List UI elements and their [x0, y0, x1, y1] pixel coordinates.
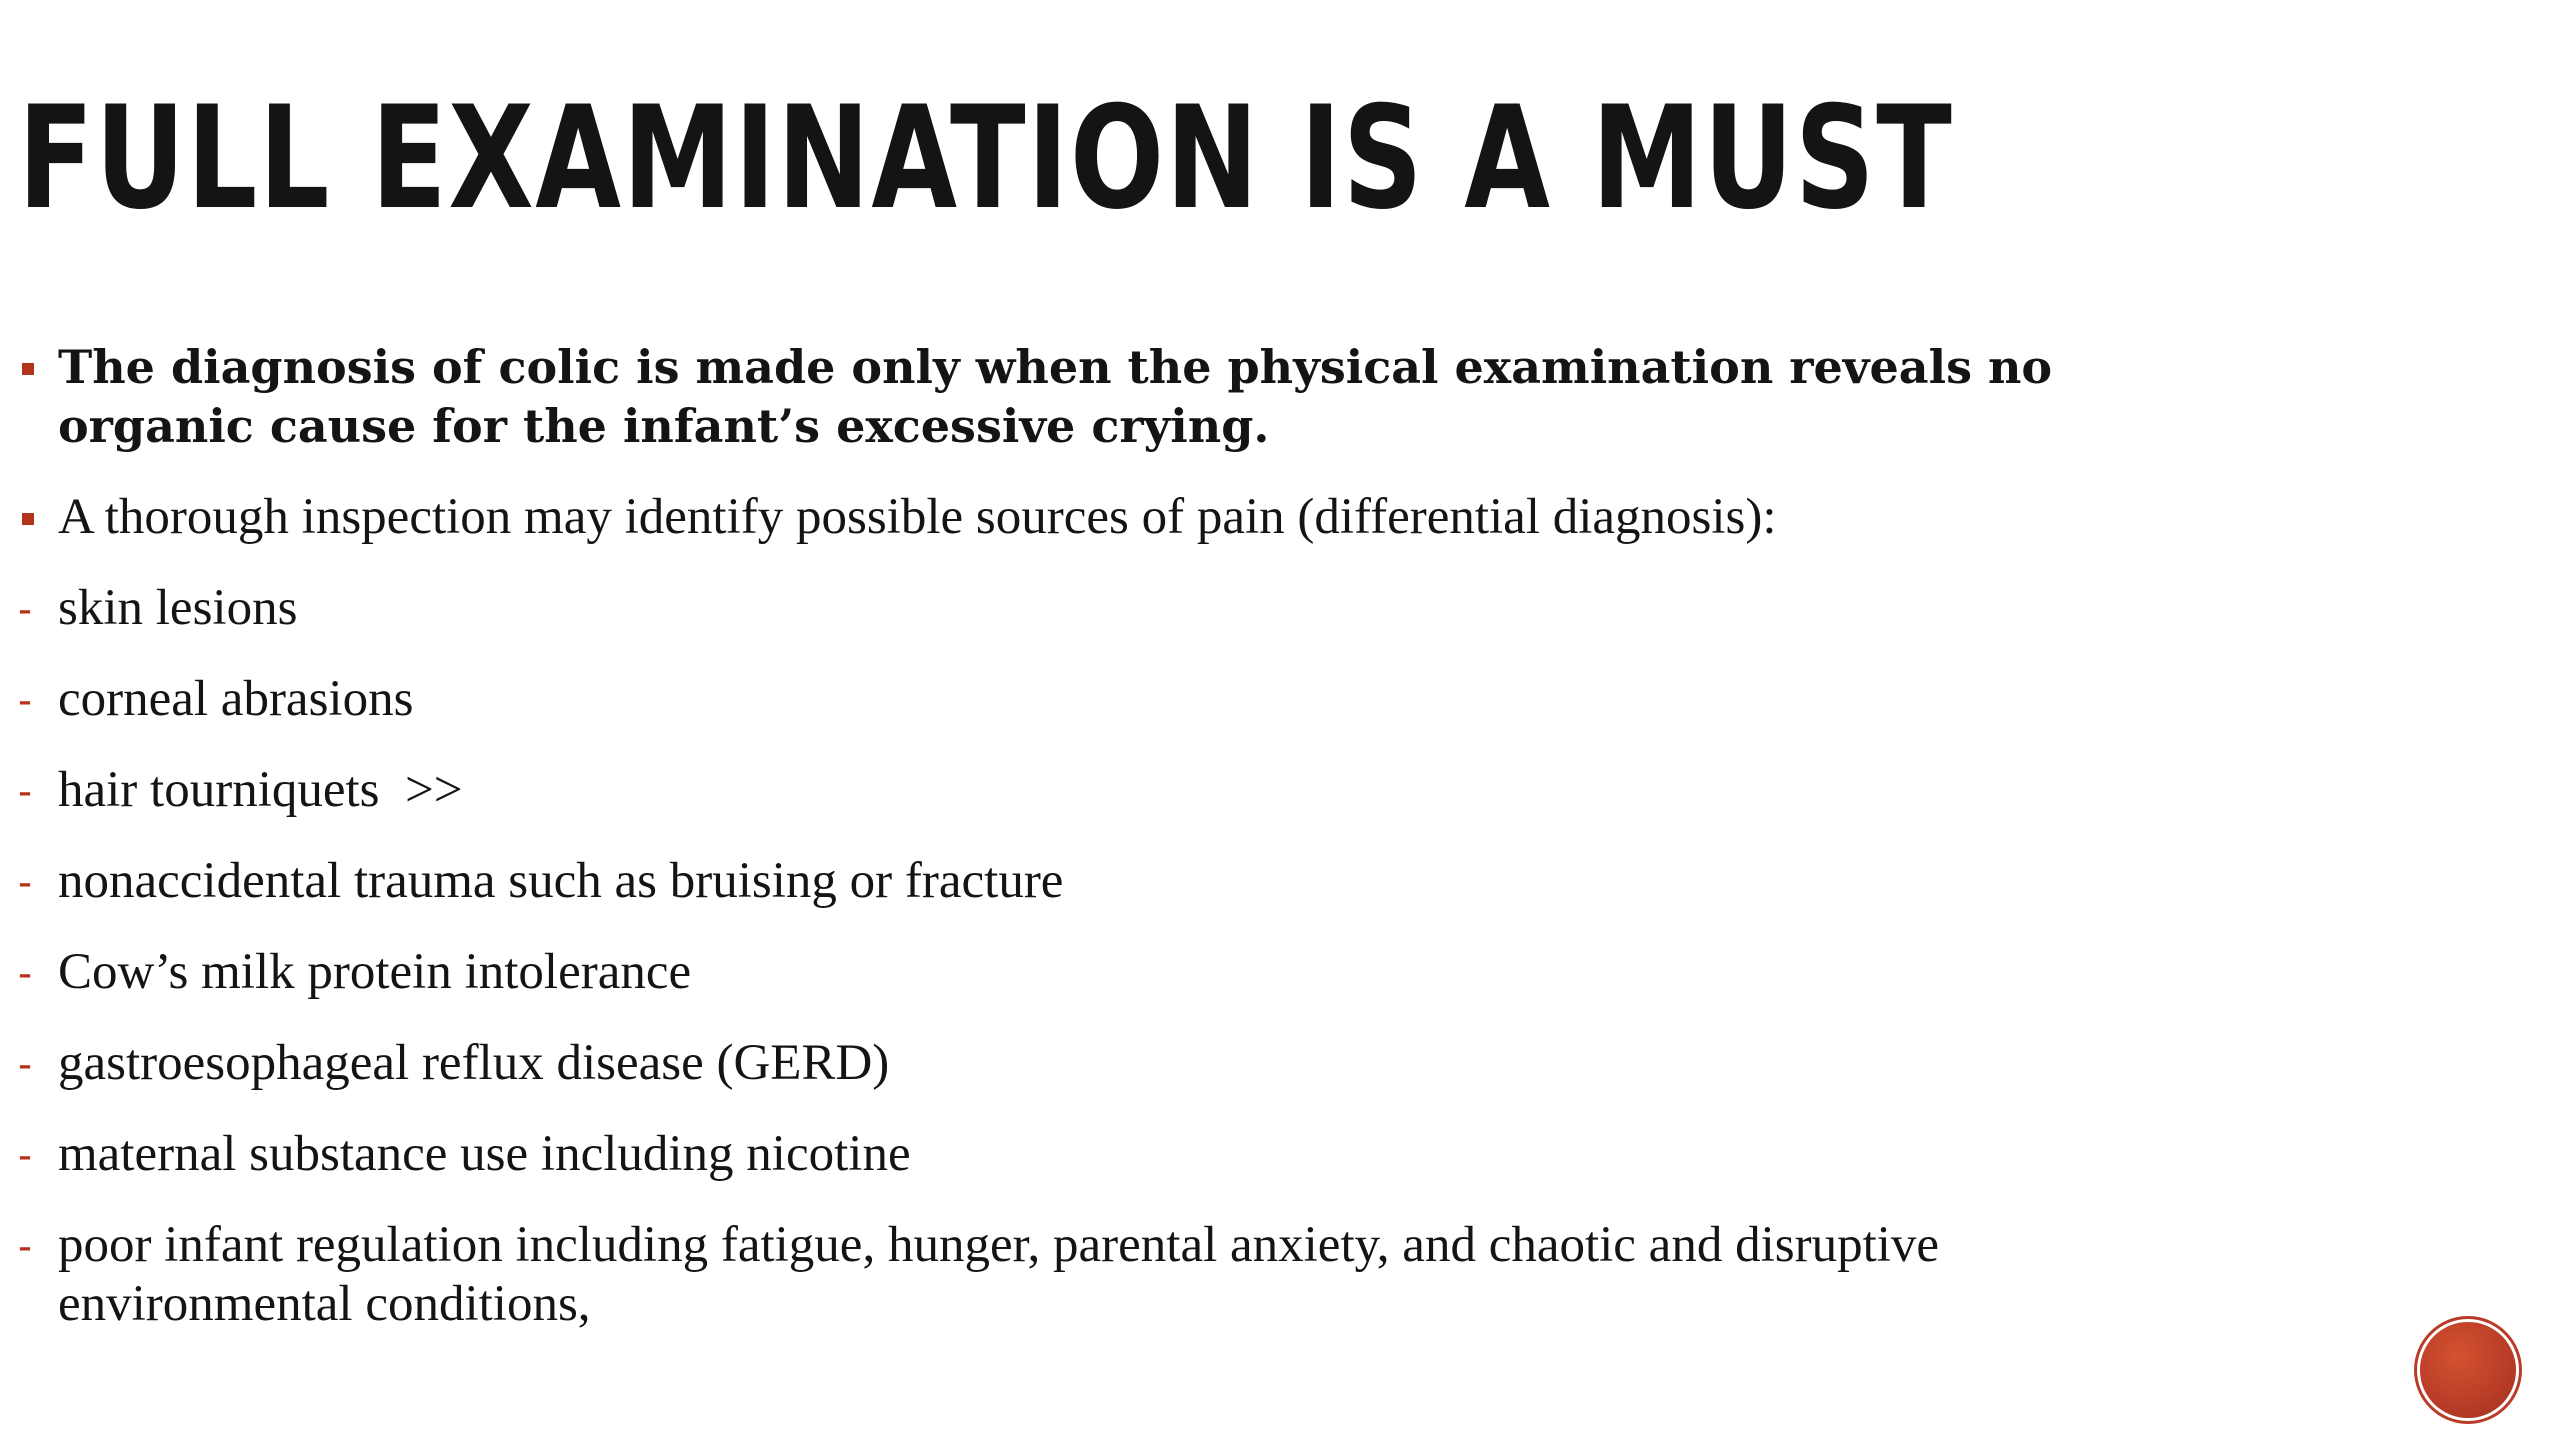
- bullet-text: The diagnosis of colic is made only when the physical examination reveals no organic cause for the infant’s excessive crying.: [58, 340, 2053, 453]
- sub-item-text: gastroesophageal reflux disease (GERD): [58, 1035, 890, 1091]
- sub-item-text: corneal abrasions: [58, 671, 414, 727]
- sub-item: [18, 670, 2168, 729]
- dash-bullet-icon: -: [18, 1131, 32, 1178]
- bullet-item: [18, 338, 2168, 456]
- sub-item: [18, 1125, 2168, 1184]
- sub-item: [18, 943, 2168, 1002]
- sub-item: [18, 852, 2168, 911]
- sub-item: [18, 1216, 2118, 1334]
- dash-bullet-icon: -: [18, 949, 32, 996]
- sub-item-text: poor infant regulation including fatigue, hunger, parental anxiety, and chaotic and disruptive environmental conditions,: [58, 1217, 1940, 1332]
- sub-item-text: maternal substance use including nicotine: [58, 1126, 911, 1182]
- sub-item-text: Cow’s milk protein intolerance: [58, 944, 692, 1000]
- sub-item-text: hair tourniquets >>: [58, 762, 463, 818]
- slide-title: FULL EXAMINATION IS A MUST: [18, 76, 1954, 241]
- sub-item: [18, 1034, 2168, 1093]
- square-bullet-icon: [22, 363, 34, 375]
- dash-bullet-icon: -: [18, 1222, 32, 1269]
- bullet-text: A thorough inspection may identify possible sources of pain (differential diagnosis):: [58, 489, 1777, 545]
- dash-bullet-icon: -: [18, 1040, 32, 1087]
- dash-bullet-icon: -: [18, 767, 32, 814]
- bullet-item: [18, 488, 2168, 547]
- sub-item-text: skin lesions: [58, 580, 298, 636]
- page-number-badge: [2420, 1322, 2516, 1418]
- dash-bullet-icon: -: [18, 585, 32, 632]
- bullet-list: [18, 338, 2168, 1366]
- sub-item-text: nonaccidental trauma such as bruising or fracture: [58, 853, 1064, 909]
- dash-bullet-icon: -: [18, 676, 32, 723]
- sub-item: [18, 761, 2168, 820]
- square-bullet-icon: [22, 513, 34, 525]
- sub-item: [18, 579, 2168, 638]
- dash-bullet-icon: -: [18, 858, 32, 905]
